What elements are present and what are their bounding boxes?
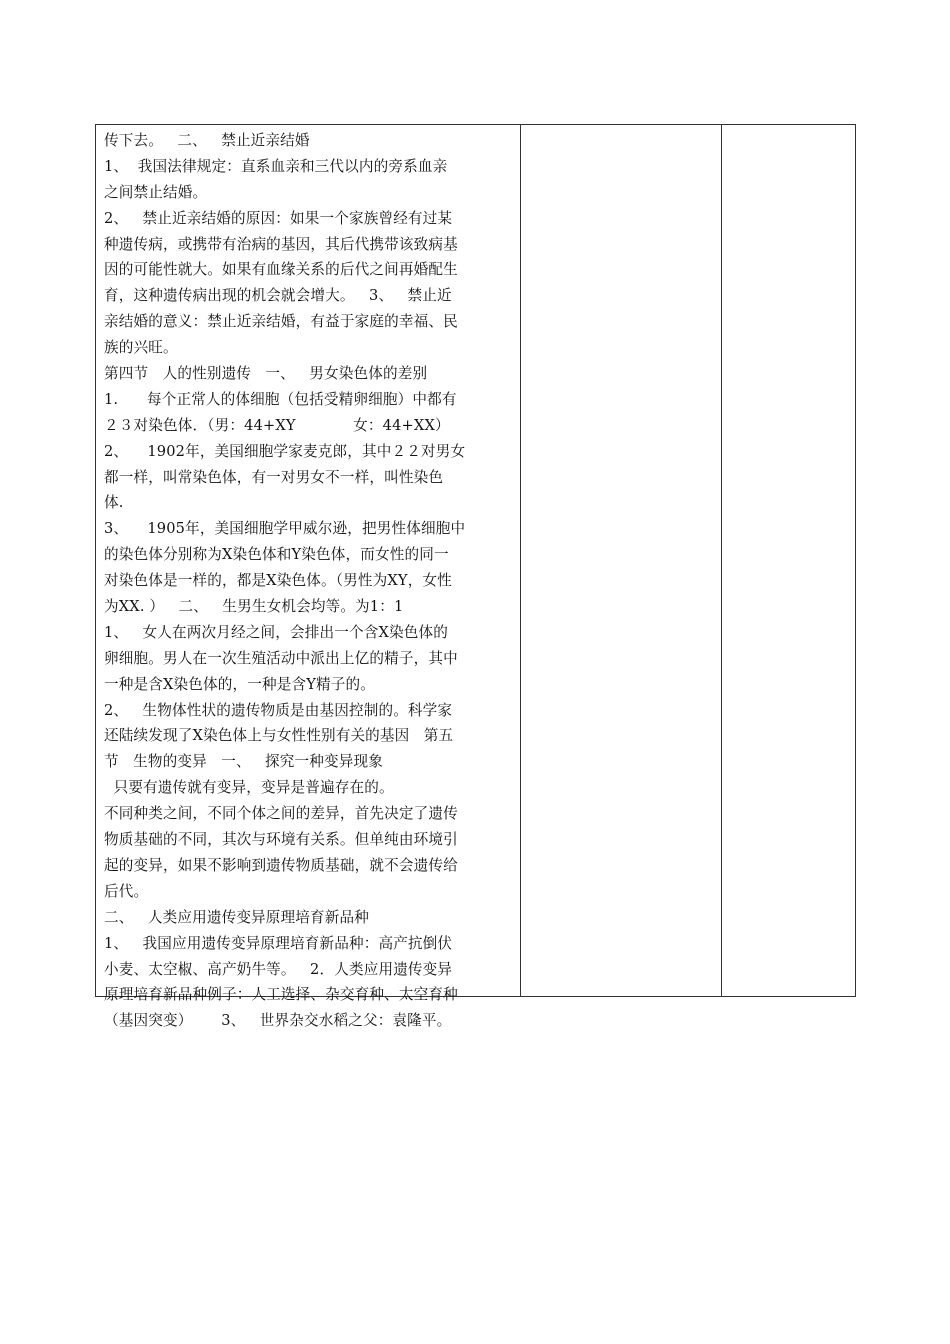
- text-line: 1. 每个正常人的体细胞（包括受精卵细胞）中都有: [104, 390, 457, 408]
- text-line: 节 生物的变异 一、 探究一种变异现象: [104, 753, 384, 771]
- text-line: 族的兴旺。: [104, 339, 178, 357]
- text-line: 2、 禁止近亲结婚的原因：如果一个家族曾经有过某: [104, 209, 453, 227]
- text-line: 亲结婚的意义：禁止近亲结婚，有益于家庭的幸福、民: [104, 313, 458, 331]
- text-line: 只要有遗传就有变异，变异是普遍存在的。: [104, 779, 394, 797]
- text-line: 小麦、太空椒、高产奶牛等。 2．人类应用遗传变异: [104, 960, 453, 978]
- text-line: 的染色体分别称为X染色体和Y染色体，而女性的同一: [104, 546, 449, 564]
- text-line: 种遗传病，或携带有治病的基因，其后代携带该致病基: [104, 235, 458, 253]
- text-line: 因的可能性就大。如果有血缘关系的后代之间再婚配生: [104, 261, 458, 279]
- text-line: 2、 生物体性状的遗传物质是由基因控制的。科学家: [104, 701, 453, 719]
- text-line: 还陆续发现了X染色体上与女性性别有关的基因 第五: [104, 727, 454, 745]
- text-line: 3、 1905年，美国细胞学甲威尔逊，把男性体细胞中: [104, 520, 466, 538]
- text-line: 物质基础的不同，其次与环境有关系。但单纯由环境引: [104, 831, 458, 849]
- text-line: 1、 我国法律规定：直系血亲和三代以内的旁系血亲: [104, 157, 448, 175]
- text-line: 都一样，叫常染色体，有一对男女不一样，叫性染色: [104, 468, 444, 486]
- text-line: 后代。: [104, 882, 149, 900]
- text-line: ２３对染色体．（男：44+XY 女：44+XX）: [104, 416, 450, 434]
- text-line: 1、 女人在两次月经之间，会排出一个含X染色体的: [104, 623, 448, 641]
- empty-cell-middle: [521, 125, 722, 996]
- text-line: 2、 1902年，美国细胞学家麦克郎，其中２２对男女: [104, 442, 466, 460]
- text-line: 二、 人类应用遗传变异原理培育新品种: [104, 908, 370, 926]
- text-line: 不同种类之间，不同个体之间的差异，首先决定了遗传: [104, 805, 458, 823]
- text-line: 卵细胞。男人在一次生殖活动中派出上亿的精子，其中: [104, 649, 458, 667]
- text-line: 传下去。 二、 禁止近亲结婚: [104, 132, 310, 149]
- text-line: 一种是含X染色体的，一种是含Y精子的。: [104, 675, 375, 693]
- text-line: 起的变异，如果不影响到遗传物质基础，就不会遗传给: [104, 856, 458, 874]
- text-line: 育，这种遗传病出现的机会就会增大。 3、 禁止近: [104, 287, 452, 305]
- text-line: （基因突变） 3、 世界杂交水稻之父：袁隆平。: [104, 1012, 452, 1030]
- text-line: 原理培育新品种例子：人工选择、杂交育种、太空育种: [104, 986, 458, 1004]
- text-line: 第四节 人的性别遗传 一、 男女染色体的差别: [104, 365, 428, 383]
- text-line: 之间禁止结婚。: [104, 183, 208, 201]
- text-line: 体.: [104, 494, 124, 512]
- text-line: 为XX. ） 二、 生男生女机会均等。为1：1: [104, 598, 404, 616]
- main-text-cell: [96, 125, 521, 1030]
- empty-cell-right: [722, 125, 855, 996]
- text-line: 对染色体是一样的，都是X染色体。（男性为XY，女性: [104, 572, 452, 590]
- text-line: 1、 我国应用遗传变异原理培育新品种：高产抗倒伏: [104, 934, 453, 952]
- content-table: [95, 124, 856, 1030]
